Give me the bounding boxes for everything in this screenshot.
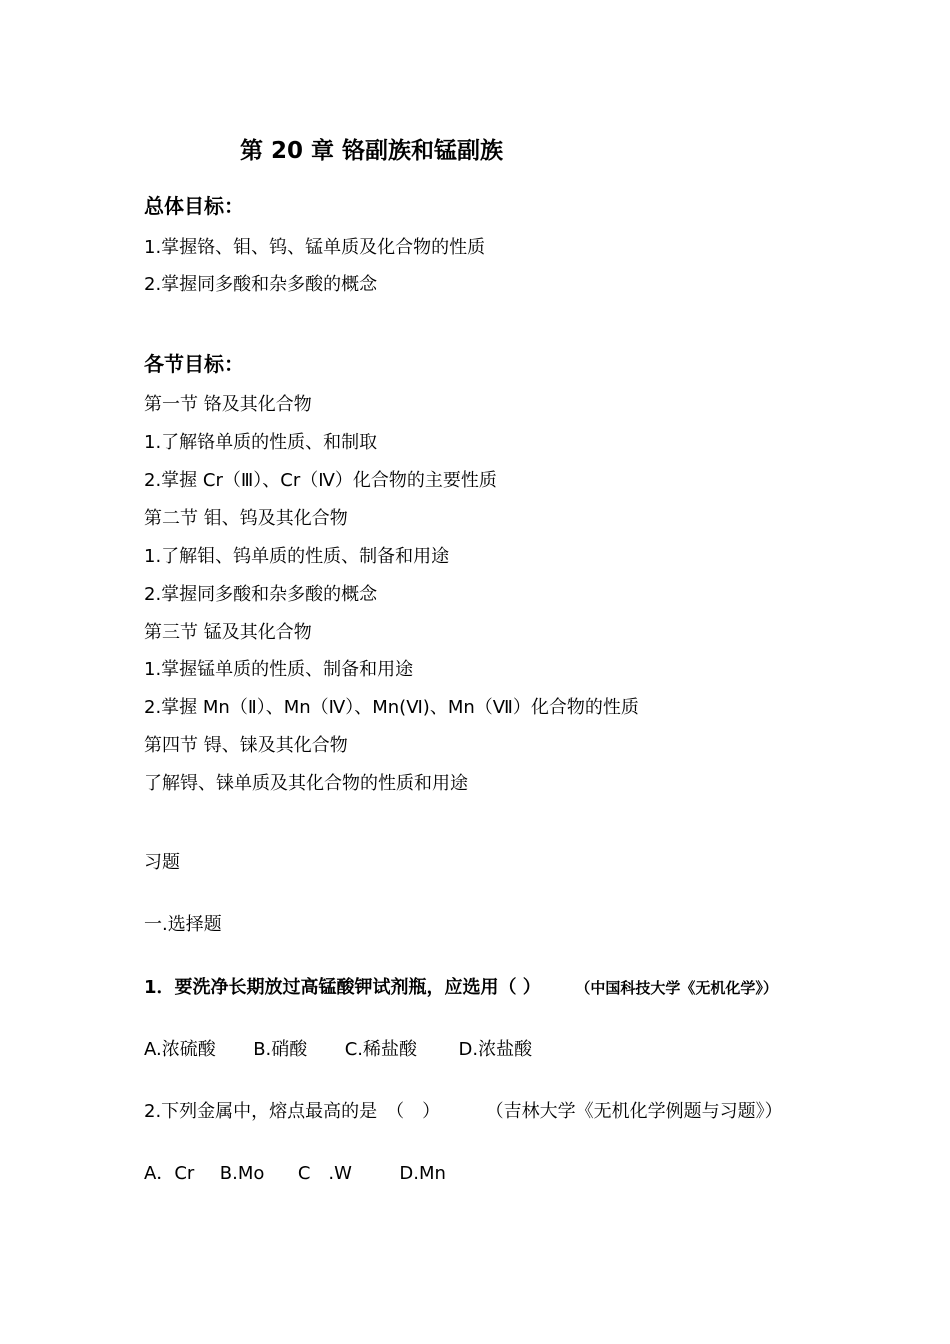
option-c: C .W [297,1163,352,1184]
section-4-item-1: 了解锝、铼单质及其化合物的性质和用途 [144,773,468,794]
exercises-label: 习题 [144,852,180,873]
question-2 [144,1100,783,1124]
overall-goals-heading: 总体目标： [144,194,244,218]
option-c: C.稀盐酸 [344,1039,418,1060]
question-2-stem: 2.下列金属中，熔点最高的是 （ ） [144,1101,441,1122]
section-goals-heading: 各节目标： [144,352,244,376]
option-b: B.硝酸 [253,1039,308,1060]
option-b: B.Mo [219,1163,265,1184]
option-a: A．Cr [144,1163,195,1184]
section-2-title: 第二节 钼、钨及其化合物 [144,508,348,529]
section-1-item-1: 1.了解铬单质的性质、和制取 [144,432,378,453]
question-1 [144,976,778,1000]
option-d: D.Mn [399,1163,446,1184]
overall-goal-2: 2.掌握同多酸和杂多酸的概念 [144,274,378,295]
section-3-item-2: 2.掌握 Mn（Ⅱ）、Mn（Ⅳ）、Mn(Ⅵ)、Mn（Ⅶ）化合物的性质 [144,697,639,718]
question-2-options [144,1162,446,1186]
section-1-title: 第一节 铬及其化合物 [144,394,312,415]
section-2-item-1: 1.了解钼、钨单质的性质、制备和用途 [144,546,450,567]
option-a: A.浓硫酸 [144,1039,216,1060]
overall-goal-1: 1.掌握铬、钼、钨、锰单质及化合物的性质 [144,237,486,258]
option-d: D.浓盐酸 [458,1039,533,1060]
question-1-options [144,1038,532,1062]
question-2-source: （吉林大学《无机化学例题与习题》） [485,1101,783,1122]
question-1-stem: 1．要洗净长期放过高锰酸钾试剂瓶，应选用（ ） [144,977,541,998]
chapter-title: 第 20 章 铬副族和锰副族 [240,138,504,164]
section-3-item-1: 1.掌握锰单质的性质、制备和用途 [144,659,414,680]
section-2-item-2: 2.掌握同多酸和杂多酸的概念 [144,584,378,605]
choice-section-label: 一.选择题 [144,914,222,935]
section-1-item-2: 2.掌握 Cr（Ⅲ）、Cr（Ⅳ）化合物的主要性质 [144,470,497,491]
section-3-title: 第三节 锰及其化合物 [144,622,312,643]
question-1-source: （中国科技大学《无机化学》） [575,979,778,997]
section-4-title: 第四节 锝、铼及其化合物 [144,735,348,756]
